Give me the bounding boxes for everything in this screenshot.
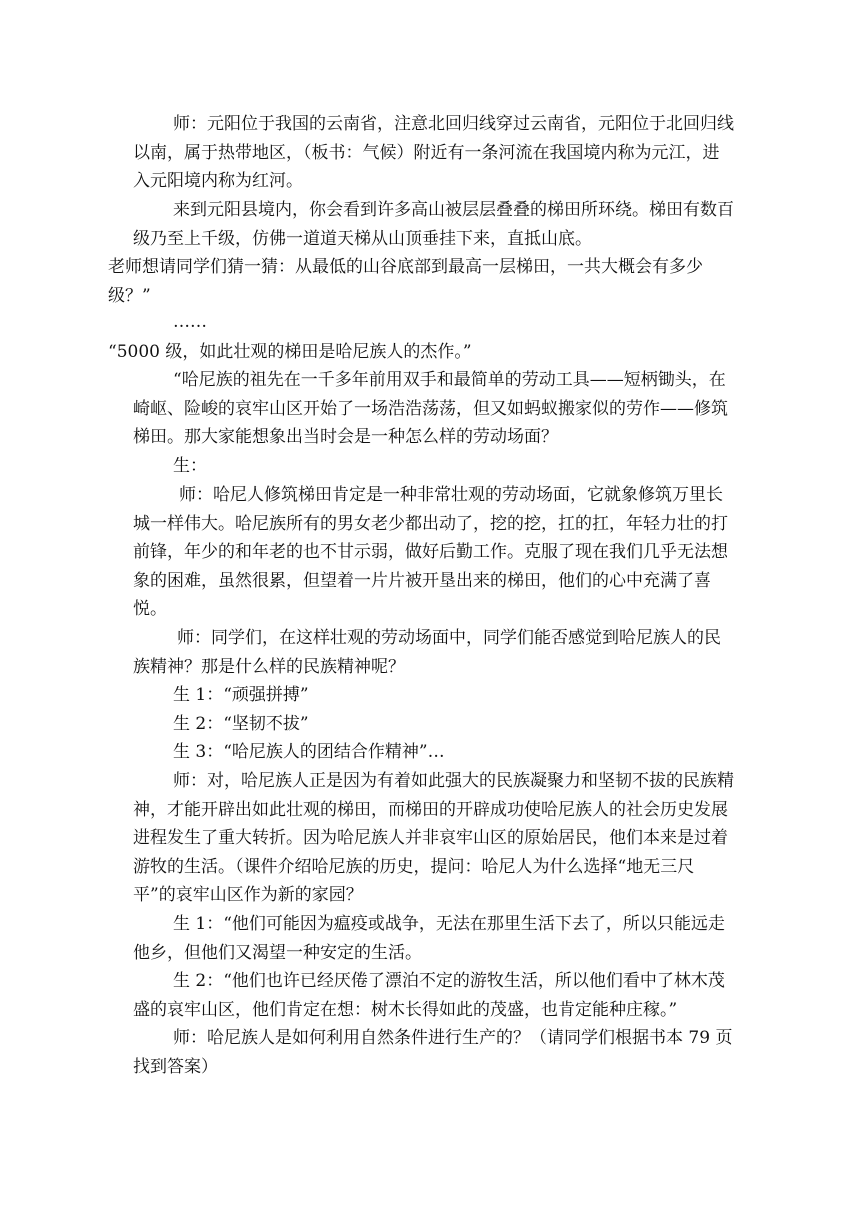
paragraph-teacher-question: 老师想请同学们猜一猜：从最低的山谷底部到最高一层梯田，一共大概会有多少级？” (108, 257, 703, 306)
paragraph-terraces-description: 来到元阳县境内，你会看到许多高山被层层叠叠的梯田所环绕。梯田有数百级乃至上千级，仿佛一道道天梯从山顶垂挂下来，直抵山底。 (133, 200, 734, 249)
paragraph-student2-answer: 生 2：“坚韧不拔” (173, 714, 309, 734)
paragraph-labor-scene: 师：哈尼人修筑梯田肯定是一种非常壮观的劳动场面，它就象修筑万里长城一样伟大。哈尼族所有的男女老少都出动了，挖的挖，扛的扛，年轻力壮的打前锋，年少的和年老的也不甘示弱，做好后勤工作。克服了现在我们几乎无法想象的困难，虽然很累，但望着一片片被开垦出来的梯田，他们的心中充满了喜悦。 (133, 485, 728, 619)
paragraph-national-spirit-question: 师：同学们，在这样壮观的劳动场面中，同学们能否感觉到哈尼族人的民族精神？那是什么样的民族精神呢？ (133, 628, 721, 677)
paragraph-answer-5000: “5000 级，如此壮观的梯田是哈尼族人的杰作。” (108, 342, 472, 362)
paragraph-ellipsis: …… (173, 312, 207, 332)
paragraph-yuanyang-location: 师：元阳位于我国的云南省，注意北回归线穿过云南省，元阳位于北回归线以南，属于热带地区，（板书：气候）附近有一条河流在我国境内称为元江，进入元阳境内称为红河。 (133, 114, 734, 191)
paragraph-student-blank: 生： (173, 456, 207, 476)
paragraph-student1-answer: 生 1：“顽强拼搏” (173, 685, 309, 705)
paragraph-student1-reason: 生 1：“他们可能因为瘟疫或战争，无法在那里生活下去了，所以只能远走他乡，但他们又渴望一种安定的生活。 (133, 914, 725, 963)
paragraph-student3-answer: 生 3：“哈尼族人的团结合作精神”… (173, 742, 445, 762)
paragraph-teacher-history: 师：对，哈尼族人正是因为有着如此强大的民族凝聚力和坚韧不拔的民族精神，才能开辟出如此壮观的梯田，而梯田的开辟成功使哈尼族人的社会历史发展进程发生了重大转折。因为哈尼族人并非哀牢山区的原始居民，他们本来是过着游牧的生活。（课件介绍哈尼族的历史，提问：哈尼人为什么选择“地无三尺平”的哀牢山区作为新的家园？ (133, 771, 734, 905)
paragraph-production-question: 师：哈尼族人是如何利用自然条件进行生产的？（请同学们根据书本 79 页找到答案） (133, 1028, 733, 1077)
paragraph-student2-reason: 生 2：“他们也许已经厌倦了漂泊不定的游牧生活，所以他们看中了林木茂盛的哀牢山区，他们肯定在想：树木长得如此的茂盛，也肯定能种庄稼。” (133, 971, 725, 1020)
paragraph-hani-ancestors: “哈尼族的祖先在一千多年前用双手和最简单的劳动工具——短柄锄头，在崎岖、险峻的哀牢山区开始了一场浩浩荡荡，但又如蚂蚁搬家似的劳作——修筑梯田。那大家能想象出当时会是一种怎么样的劳动场面？ (133, 370, 728, 447)
